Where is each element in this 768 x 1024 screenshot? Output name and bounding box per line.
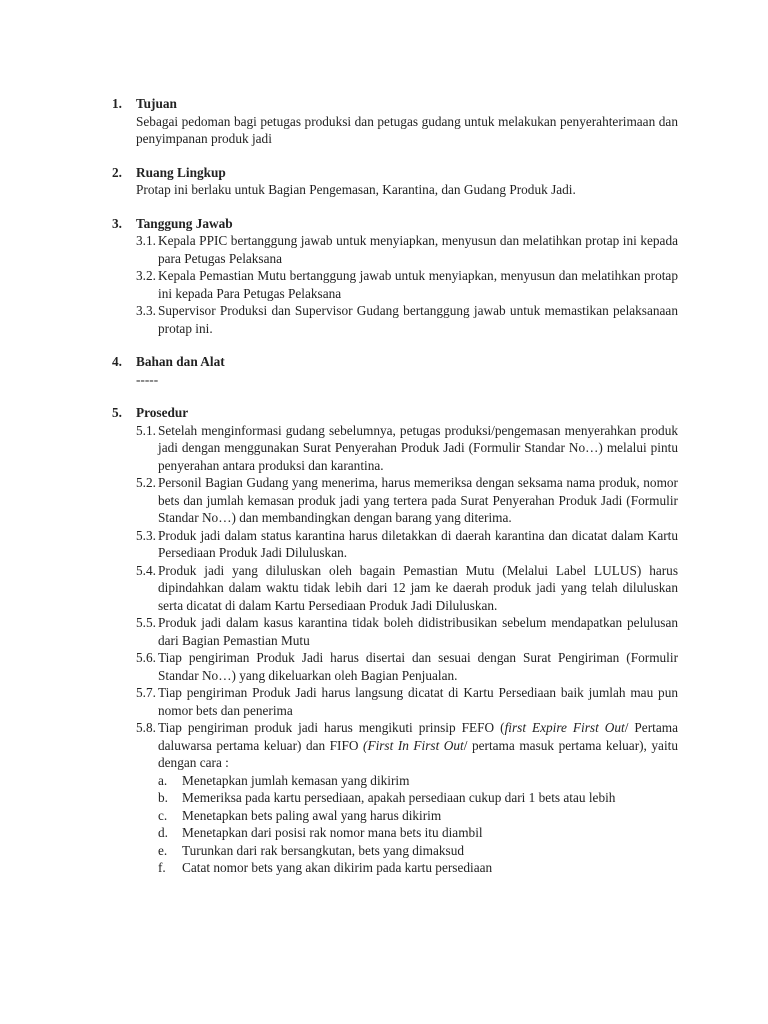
sub-list-item — [158, 772, 678, 790]
sub-item-text: Menetapkan jumlah kemasan yang dikirim — [182, 772, 410, 788]
section-number: 5. — [112, 405, 122, 420]
item-text-part: / pertama masuk pertama keluar), yaitu dengan cara : — [158, 737, 678, 770]
item-number: 5.2. — [136, 475, 156, 490]
section-title: Ruang Lingkup — [136, 164, 226, 180]
section-number: 3. — [112, 215, 122, 231]
sub-item-letter: b. — [158, 790, 168, 805]
list-item — [136, 267, 678, 302]
item-number: 5.7. — [136, 685, 156, 700]
list-item — [136, 474, 678, 527]
sub-item-text: Menetapkan bets paling awal yang harus dikirim — [182, 807, 442, 823]
list-item — [136, 232, 678, 267]
item-text-part: / Pertama daluwarsa pertama keluar) dan FIFO — [158, 720, 678, 753]
sub-item-letter: c. — [158, 807, 168, 823]
section-text: ----- — [136, 371, 159, 387]
item-number: 3.2. — [136, 268, 156, 283]
section-number: 2. — [112, 164, 122, 180]
section-title: Bahan dan Alat — [136, 354, 225, 369]
sub-item-letter: f. — [158, 860, 166, 875]
sub-list-item — [158, 789, 678, 807]
item-text: Kepala Pemastian Mutu bertanggung jawab untuk menyiapkan, menyusun dan melatihkan protap ini kepada Para Petugas Pelaksana — [158, 268, 678, 301]
fifo-term: (First In First Out — [363, 737, 464, 753]
section-number: 4. — [112, 354, 122, 369]
section-tanggung-jawab — [112, 215, 678, 338]
section-text: Sebagai pedoman bagi petugas produksi dan petugas gudang untuk melakukan penyerahterimaan dan penyimpanan produk jadi — [136, 113, 678, 146]
item-text: Produk jadi dalam status karantina harus diletakkan di daerah karantina dan dicatat dalam Kartu Persediaan Produk Jadi Diluluskan. — [158, 527, 678, 560]
item-text — [158, 719, 678, 772]
list-item-fefo-fifo — [136, 719, 678, 772]
item-text: Supervisor Produksi dan Supervisor Gudang bertanggung jawab untuk memastikan pelaksanaan protap ini. — [158, 303, 678, 336]
section-text: Protap ini berlaku untuk Bagian Pengemasan, Karantina, dan Gudang Produk Jadi. — [136, 182, 576, 197]
sub-item-letter: d. — [158, 825, 168, 840]
list-item — [136, 649, 678, 684]
section-bahan-dan-alat — [112, 353, 678, 388]
sub-item-text: Memeriksa pada kartu persediaan, apakah persediaan cukup dari 1 bets atau lebih — [182, 790, 616, 805]
item-text: Produk jadi yang diluluskan oleh bagain Pemastian Mutu (Melalui Label LULUS) harus dipindahkan dalam waktu tidak lebih dari 12 jam ke daerah produk jadi yang telah diluluskan serta dicatat di dalam Kartu Persediaan Produk Jadi Diluluskan. — [158, 562, 678, 613]
fefo-term: first Expire First Out — [504, 720, 625, 735]
list-item — [136, 684, 678, 719]
section-title: Tanggung Jawab — [136, 215, 233, 231]
item-text: Setelah menginformasi gudang sebelumnya, petugas produksi/pengemasan menyerahkan produk jadi dengan menggunakan Surat Penyerahan Produk Jadi (Formulir Standar No…) melalui pintu penyerahan antara produksi dan karantina. — [158, 422, 678, 473]
sub-list-item — [158, 824, 678, 842]
item-number: 3.1. — [136, 233, 156, 248]
item-text: Tiap pengiriman Produk Jadi harus langsung dicatat di Kartu Persediaan baik jumlah mau pun nomor bets dan penerima — [158, 685, 678, 718]
sub-list-item — [158, 859, 678, 877]
section-tujuan — [112, 95, 678, 148]
section-number: 1. — [112, 96, 122, 111]
sub-item-text: Turunkan dari rak bersangkutan, bets yang dimaksud — [182, 842, 465, 858]
sub-item-text: Menetapkan dari posisi rak nomor mana bets itu diambil — [182, 825, 483, 840]
item-text: Kepala PPIC bertanggung jawab untuk menyiapkan, menyusun dan melatihkan protap ini kepada para Petugas Pelaksana — [158, 233, 678, 266]
sub-item-letter: e. — [158, 842, 168, 858]
item-number: 5.5. — [136, 615, 156, 630]
list-item — [136, 614, 678, 649]
item-number: 5.1. — [136, 422, 156, 438]
item-text-part: Tiap pengiriman produk jadi harus mengikuti prinsip FEFO ( — [158, 720, 505, 735]
list-item — [136, 302, 678, 337]
sub-list-item — [158, 807, 678, 825]
item-number: 5.3. — [136, 527, 156, 543]
item-number: 3.3. — [136, 303, 156, 318]
item-text: Personil Bagian Gudang yang menerima, harus memeriksa dengan seksama nama produk, nomor bets dan jumlah kemasan produk jadi yang tertera pada Surat Penyerahan Produk Jadi (Formulir Standar No…) dan membandingkan dengan barang yang diterima. — [158, 475, 678, 525]
list-item — [136, 422, 678, 475]
list-item — [136, 562, 678, 615]
sub-item-text: Catat nomor bets yang akan dikirim pada kartu persediaan — [182, 860, 493, 875]
item-number: 5.6. — [136, 650, 156, 665]
section-title: Prosedur — [136, 405, 189, 420]
section-title: Tujuan — [136, 96, 177, 111]
item-text: Tiap pengiriman Produk Jadi harus disertai dan sesuai dengan Surat Pengiriman (Formulir Standar No…) yang dikeluarkan oleh Bagian Penjualan. — [158, 650, 678, 683]
item-number: 5.8. — [136, 720, 156, 735]
sub-item-letter: a. — [158, 772, 168, 788]
sub-list-item — [158, 842, 678, 860]
item-text: Produk jadi dalam kasus karantina tidak boleh didistribusikan sebelum mendapatkan pelulusan dari Bagian Pemastian Mutu — [158, 615, 678, 648]
list-item — [136, 527, 678, 562]
section-ruang-lingkup — [112, 164, 678, 199]
item-number: 5.4. — [136, 562, 156, 578]
section-prosedur — [112, 404, 678, 877]
